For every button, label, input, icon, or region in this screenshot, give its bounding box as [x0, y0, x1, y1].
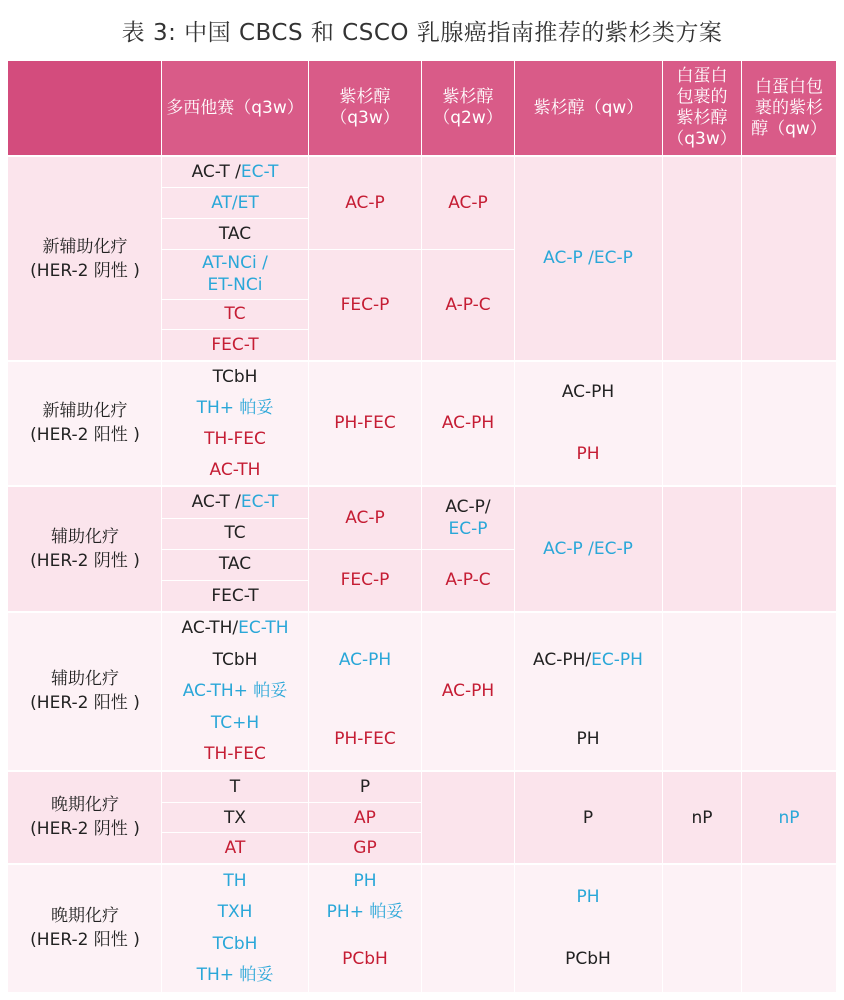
regimen-cell: PH: [576, 444, 600, 464]
regimen-cell: [543, 247, 633, 269]
regimen-cell: [181, 617, 288, 639]
category-line: 辅助化疗: [50, 527, 119, 547]
regimen-cell: AP: [354, 808, 376, 828]
table-title: 表 3: 中国 CBCS 和 CSCO 乳腺癌指南推荐的紫杉类方案: [121, 20, 723, 46]
category-line: 晚期化疗: [50, 795, 119, 815]
regimen-text: AC-TH/: [181, 618, 239, 638]
regimen-cell: TC: [224, 523, 246, 543]
category-line: (HER-2 阴性 ): [30, 819, 140, 839]
regimen-cell: TCbH: [212, 367, 258, 387]
regimen-cell: P: [582, 808, 594, 828]
column-divider: [421, 157, 422, 992]
regimen-text: EC-T: [240, 492, 279, 512]
header-label: 白蛋白: [676, 66, 728, 86]
header-nab-paclitaxel-q3w: [663, 61, 741, 155]
row-divider: [162, 218, 308, 219]
regimen-cell: TCbH: [212, 650, 258, 670]
regimen-text: AC-P /: [543, 248, 594, 268]
category-line: (HER-2 阳性 ): [30, 930, 140, 950]
category-label: [30, 235, 140, 283]
category-line: 新辅助化疗: [42, 401, 128, 421]
regimen-text: AC-P/: [445, 497, 491, 517]
regimen-cell: [192, 491, 279, 513]
regimen-cell: FEC-T: [211, 586, 259, 606]
regimen-cell: PH: [576, 729, 600, 749]
row-divider: [309, 549, 421, 550]
row-divider: [162, 187, 308, 188]
regimen-text: EC-P: [448, 519, 488, 539]
column-divider: [662, 157, 663, 992]
regimen-cell: T: [229, 777, 241, 797]
header-label: 白蛋白包: [755, 76, 823, 97]
regimen-text: EC-PH: [591, 650, 643, 670]
regimen-cell: FEC-T: [211, 335, 259, 355]
header-label: 多西他赛（q3w）: [166, 97, 304, 118]
regimen-cell: A-P-C: [445, 295, 491, 315]
header-cell-blank: [8, 61, 161, 155]
header-docetaxel-q3w: [162, 61, 308, 155]
regimen-cell: PH: [576, 887, 600, 907]
row-divider: [162, 580, 308, 581]
regimen-cell: AC-PH: [441, 413, 495, 433]
header-label: （q3w）: [330, 108, 400, 128]
header-paclitaxel-qw: [515, 61, 662, 155]
row-divider: [309, 832, 421, 833]
regimen-cell: TC: [224, 304, 246, 324]
header-label: （q3w）: [667, 129, 737, 149]
regimen-cell: FEC-P: [340, 295, 390, 315]
regimen-text: EC-T: [240, 162, 279, 182]
regimen-cell: [445, 496, 490, 540]
row-divider: [162, 549, 308, 550]
regimen-cell: AC-PH: [561, 382, 615, 402]
regimen-cell: PCbH: [342, 949, 388, 969]
regimen-cell: AC-P: [345, 508, 385, 528]
regimen-cell: A-P-C: [445, 570, 491, 590]
header-paclitaxel-q3w: [309, 61, 421, 155]
row-divider: [162, 518, 308, 519]
regimen-cell: [192, 161, 279, 183]
regimen-cell: AC-PH: [441, 681, 495, 701]
regimen-cell: TC+H: [210, 713, 260, 733]
row-divider: [162, 802, 308, 803]
regimen-cell: TH: [223, 871, 247, 891]
regimen-cell: TAC: [218, 224, 252, 244]
column-divider: [514, 157, 515, 992]
header-label: 醇（qw）: [751, 118, 827, 139]
regimen-cell: PH+ 帕妥: [326, 902, 404, 922]
column-divider: [741, 157, 742, 992]
regimen-cell: AT: [224, 838, 246, 858]
regimen-cell: TH+ 帕妥: [196, 965, 274, 985]
regimen-cell: PH-FEC: [334, 413, 396, 433]
regimen-cell: AC-P: [345, 193, 385, 213]
category-line: (HER-2 阴性 ): [30, 261, 140, 281]
category-line: (HER-2 阳性 ): [30, 425, 140, 445]
header-label: 包裹的: [676, 87, 728, 107]
regimen-cell: AC-TH: [209, 460, 261, 480]
regimen-cell: nP: [691, 808, 713, 828]
regimen-cell: TCbH: [212, 934, 258, 954]
row-divider: [162, 329, 308, 330]
header-label: 紫杉醇: [442, 87, 494, 107]
header-label: 紫杉醇: [676, 108, 728, 128]
regimen-cell: AT/ET: [211, 193, 259, 213]
regimen-cell: TX: [223, 808, 247, 828]
header-label: 裹的紫杉: [755, 97, 823, 118]
row-divider: [162, 299, 308, 300]
header-paclitaxel-q2w: [422, 61, 514, 155]
row-divider: [162, 832, 308, 833]
category-line: 新辅助化疗: [42, 237, 128, 257]
regimen-text: EC-P: [593, 248, 633, 268]
regimen-cell: TH-FEC: [204, 744, 266, 764]
regimen-text: AC-P /: [543, 539, 594, 559]
category-label: [30, 525, 140, 573]
column-divider: [308, 157, 309, 992]
regimen-cell: GP: [353, 838, 377, 858]
row-divider: [309, 802, 421, 803]
regimen-cell: P: [359, 777, 371, 797]
header-label: （q2w）: [433, 108, 503, 128]
regimen-cell: PH-FEC: [334, 729, 396, 749]
category-label: [30, 667, 140, 715]
header-nab-paclitaxel-qw: [742, 61, 836, 155]
regimen-cell: nP: [778, 808, 800, 828]
regimen-cell: PCbH: [565, 949, 611, 969]
regimen-text: AC-T /: [191, 492, 241, 512]
header-label: 紫杉醇（qw）: [533, 97, 644, 118]
row-divider: [162, 249, 308, 250]
regimen-cell: TH-FEC: [204, 429, 266, 449]
regimen-cell: TXH: [217, 902, 253, 922]
row-divider: [309, 249, 421, 250]
regimen-cell: TH+ 帕妥: [196, 398, 274, 418]
regimen-text: AC-T /: [191, 162, 241, 182]
regimen-cell: PH: [353, 871, 377, 891]
regimen-cell: AC-PH: [338, 650, 392, 670]
regimen-cell: TAC: [218, 554, 252, 574]
column-divider: [161, 157, 162, 992]
regimen-text: EC-P: [593, 539, 633, 559]
row-divider: [422, 549, 514, 550]
category-line: (HER-2 阳性 ): [30, 693, 140, 713]
regimen-text: AT-NCi /: [202, 253, 268, 273]
regimen-cell: [543, 538, 633, 560]
category-line: 辅助化疗: [50, 669, 119, 689]
row-divider: [422, 249, 514, 250]
category-line: 晚期化疗: [50, 906, 119, 926]
category-label: [30, 399, 140, 447]
regimen-cell: FEC-P: [340, 570, 390, 590]
regimen-cell: AC-TH+ 帕妥: [182, 681, 288, 701]
regimen-cell: AC-P: [448, 193, 488, 213]
regimen-text: EC-TH: [238, 618, 289, 638]
regimen-cell: [533, 649, 643, 671]
category-label: [30, 793, 140, 841]
regimen-cell: [202, 252, 268, 296]
regimen-text: ET-NCi: [207, 275, 263, 295]
category-line: (HER-2 阴性 ): [30, 551, 140, 571]
header-label: 紫杉醇: [339, 87, 391, 107]
regimen-text: AC-PH/: [533, 650, 592, 670]
category-label: [30, 904, 140, 952]
